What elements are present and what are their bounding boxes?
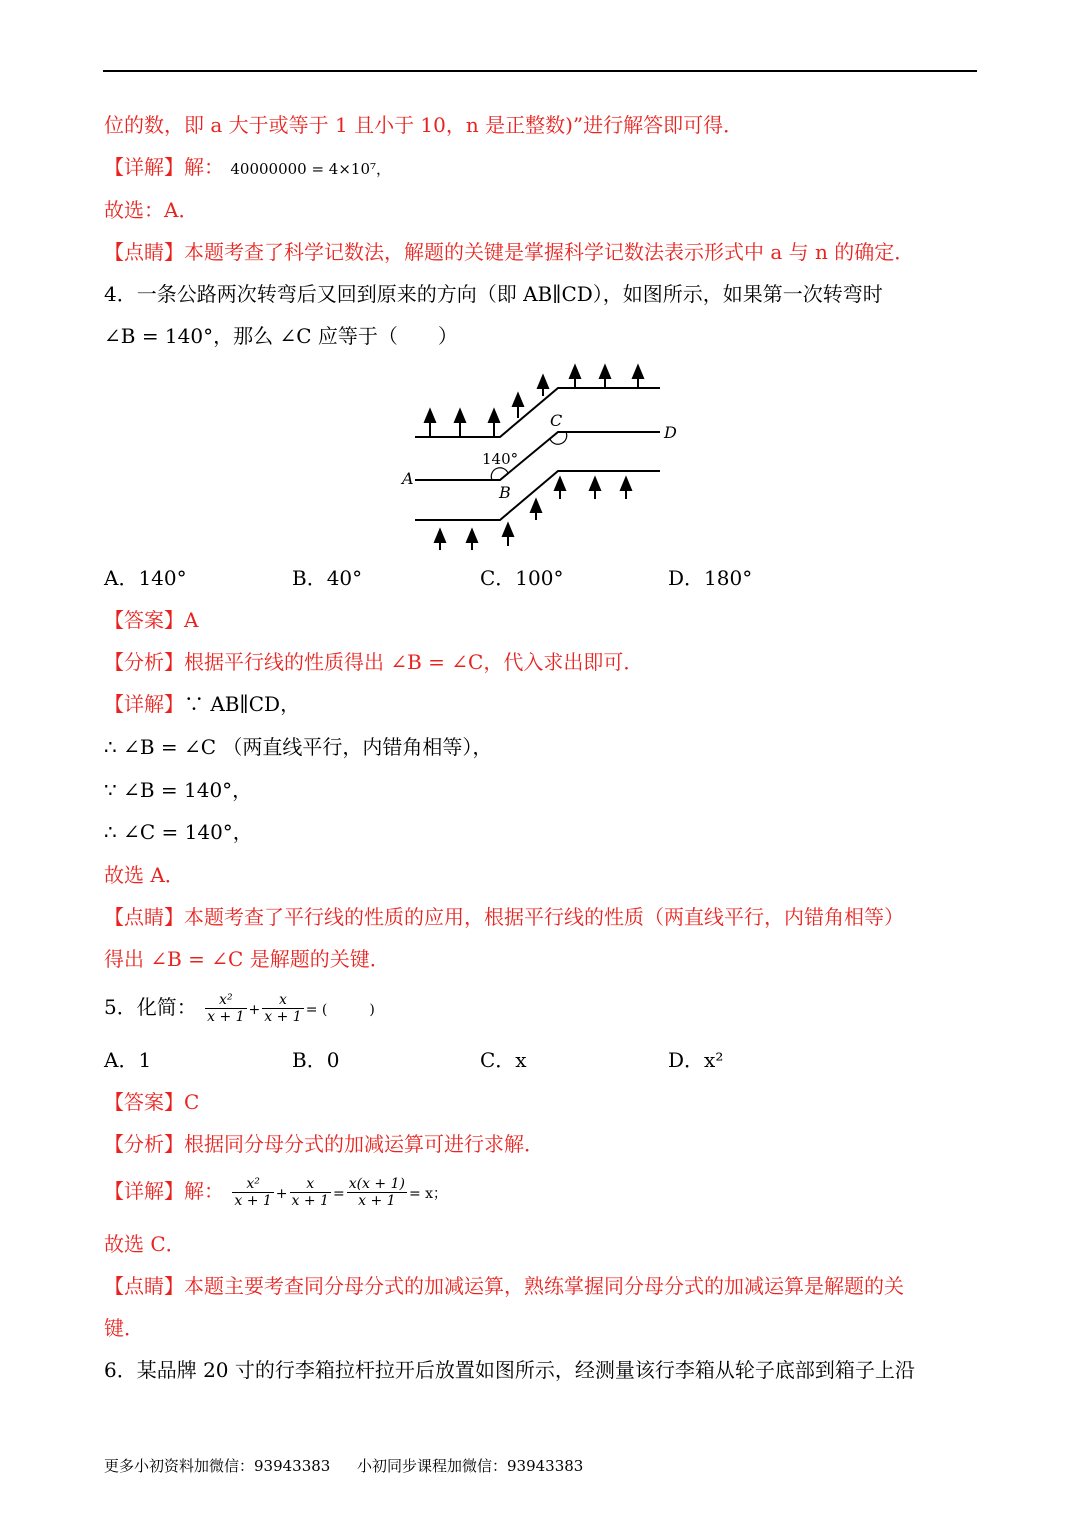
label-a: A (402, 469, 414, 488)
q4-stem-line1: 4．一条公路两次转弯后又回到原来的方向（即 AB∥CD），如图所示，如果第一次转弯时 (104, 282, 883, 306)
label-d: D (664, 423, 677, 442)
detail-label: 【详解】 (104, 692, 184, 716)
analysis-text: 根据同分母分式的加减运算可进行求解． (184, 1132, 544, 1156)
tree-icon (531, 500, 541, 520)
q5-fraction-1: $\frac{\text{x²}}{x + 1}$ (207, 992, 245, 1025)
point-text: 本题考查了科学记数法，解题的关键是掌握科学记数法表示形式中 a 与 n 的确定． (184, 240, 915, 264)
point-label: 【点睛】 (104, 1274, 184, 1298)
point-label: 【点睛】 (104, 240, 184, 264)
tree-icon (435, 530, 445, 550)
label-c: C (550, 411, 563, 430)
sol-fraction-3: $\frac{x(x + 1)}{x + 1}$ (348, 1176, 405, 1209)
answer-label: 【答案】 (104, 608, 184, 632)
q4-step1: ∴ ∠B = ∠C （两直线平行，内错角相等）， (104, 735, 493, 759)
angle-arc-b (491, 468, 508, 480)
q5-point-line2: 键． (104, 1316, 144, 1340)
q4-option-c: C．100° (480, 566, 564, 590)
q4-step2: ∵ ∠B = 140°， (104, 778, 253, 802)
q5-analysis (104, 1130, 544, 1158)
tree-icon (467, 530, 477, 550)
tree-icon (570, 366, 580, 388)
angle-arc-c (550, 432, 567, 444)
q5-fraction-2: $\frac{x}{x + 1}$ (264, 992, 302, 1025)
q5-stem: 5．化简： $\frac{\text{x²}}{x + 1}$ + $\frac{x}{x + 1}$ = ( ) (104, 992, 375, 1025)
point-text: 本题主要考查同分母分式的加减运算，熟练掌握同分母分式的加减运算是解题的关 (184, 1274, 904, 1298)
road-top-edge (415, 388, 660, 437)
sol-fraction-2: $\frac{x}{x + 1}$ (291, 1176, 329, 1209)
q5-detail: 【详解】解： $\frac{\text{x²}}{x + 1}$ + $\frac{x}{x + 1}$ = $\frac{x(x + 1)}{x + 1}$ = x； (104, 1176, 448, 1209)
footer-right: 小初同步课程加微信：93943383 (357, 1457, 584, 1475)
point-text: 本题考查了平行线的性质的应用，根据平行线的性质（两直线平行，内错角相等） (184, 905, 904, 929)
q5-point-line1 (104, 1272, 904, 1300)
detail-text: ∵ AB∥CD， (184, 692, 301, 716)
q5-suffix: = ( ) (305, 1002, 375, 1018)
analysis-label: 【分析】 (104, 650, 184, 674)
q5-option-a: A．1 (104, 1048, 152, 1072)
q4-detail (104, 690, 300, 718)
tree-icon (425, 410, 435, 437)
detail-text: 解： (184, 155, 224, 179)
q4-option-d: D．180° (668, 566, 753, 590)
answer-value: C (184, 1090, 200, 1114)
q6-stem: 6．某品牌 20 寸的行李箱拉杆拉开后放置如图所示，经测量该行李箱从轮子底部到箱子上沿 (104, 1358, 915, 1382)
tree-icon (489, 410, 499, 437)
intro-line: 位的数，即 a 大于或等于 1 且小于 10，n 是正整数)”进行解答即可得． (104, 113, 744, 137)
tree-icon (600, 366, 610, 388)
analysis-label: 【分析】 (104, 1132, 184, 1156)
q5-option-b: B．0 (292, 1048, 340, 1072)
footer-left: 更多小初资料加微信：93943383 (104, 1457, 331, 1475)
detail-label: 【详解】 (104, 155, 184, 179)
tree-icon (455, 410, 465, 437)
tree-icon (633, 366, 643, 388)
q4-analysis (104, 648, 643, 676)
q5-option-c: C．x (480, 1048, 527, 1072)
road-center-line (415, 432, 660, 480)
point-label: 【点睛】 (104, 905, 184, 929)
tree-icon (538, 376, 548, 396)
road-figure (390, 360, 700, 560)
detail-text: 解： (184, 1179, 224, 1203)
detail-math: 40000000 = 4×10⁷， (230, 160, 392, 178)
tree-icon (621, 478, 631, 499)
q4-option-b: B．40° (292, 566, 363, 590)
analysis-text: 根据平行线的性质得出 ∠B = ∠C，代入求出即可． (184, 650, 644, 674)
angle-label: 140° (482, 450, 519, 468)
header-rule (103, 70, 977, 72)
intro-choice: 故选：A． (104, 198, 199, 222)
q5-prefix: 5．化简： (104, 995, 197, 1019)
q5-option-d: D．x² (668, 1048, 724, 1072)
q4-option-a: A．140° (104, 566, 187, 590)
answer-value: A (184, 608, 199, 632)
q4-point-line1 (104, 903, 904, 931)
tree-icon (513, 394, 523, 418)
q4-answer (104, 606, 198, 634)
tree-icon (503, 524, 513, 546)
q5-answer (104, 1088, 199, 1116)
q4-stem-line2: ∠B = 140°，那么 ∠C 应等于（ ） (104, 324, 458, 348)
answer-label: 【答案】 (104, 1090, 184, 1114)
q5-choice: 故选 C． (104, 1232, 186, 1256)
intro-detail (104, 153, 391, 183)
sol-result: = x； (408, 1186, 448, 1202)
q4-step3: ∴ ∠C = 140°， (104, 820, 253, 844)
label-b: B (499, 483, 511, 502)
tree-icon (590, 478, 600, 499)
detail-label: 【详解】 (104, 1179, 184, 1203)
sol-fraction-1: $\frac{\text{x²}}{x + 1}$ (234, 1176, 272, 1209)
q4-choice: 故选 A． (104, 863, 185, 887)
tree-icon (555, 478, 565, 499)
intro-point (104, 238, 914, 266)
q4-point-line2: 得出 ∠B = ∠C 是解题的关键． (104, 947, 390, 971)
